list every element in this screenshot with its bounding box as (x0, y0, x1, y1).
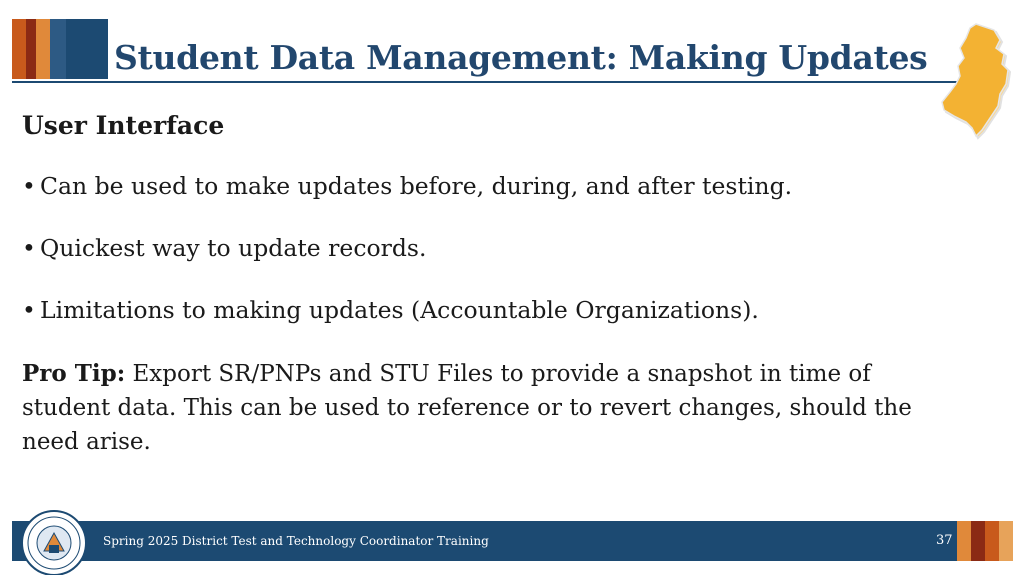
pro-tip-label: Pro Tip: (22, 360, 126, 387)
slide-title: Student Data Management: Making Updates (114, 38, 928, 77)
stripe-blue (50, 19, 66, 79)
stripe-dark-orange (985, 521, 999, 561)
bullet-list (22, 172, 792, 358)
title-divider (12, 81, 964, 83)
stripe-rust (26, 19, 36, 79)
pro-tip-text: Export SR/PNPs and STU Files to provide a snapshot in time of student data. This can be used to reference or to revert changes, should the need arise. (22, 361, 912, 455)
bullet-item (22, 234, 792, 296)
section-heading: User Interface (22, 111, 225, 140)
stripe-light-orange (999, 521, 1013, 561)
stripe-rust (971, 521, 985, 561)
stripe-orange (957, 521, 971, 561)
stripe-orange (12, 19, 26, 79)
bullet-text: Quickest way to update records. (40, 234, 427, 262)
new-jersey-map-icon (936, 18, 1018, 140)
bullet-marker: • (22, 296, 36, 324)
state-department-seal-icon (14, 505, 94, 575)
bullet-text: Limitations to making updates (Accountable Organizations). (40, 296, 759, 324)
bullet-item (22, 172, 792, 234)
bullet-marker: • (22, 172, 36, 200)
footer-color-stripes (957, 521, 1013, 561)
pro-tip (22, 357, 952, 459)
header-color-stripes (12, 19, 108, 79)
page-number: 37 (936, 533, 953, 548)
bullet-marker: • (22, 234, 36, 262)
bullet-item (22, 296, 792, 358)
bullet-text: Can be used to make updates before, during, and after testing. (40, 172, 793, 200)
footer-caption: Spring 2025 District Test and Technology Coordinator Training (103, 534, 489, 548)
stripe-light-orange (36, 19, 50, 79)
stripe-dark-blue (66, 19, 108, 79)
